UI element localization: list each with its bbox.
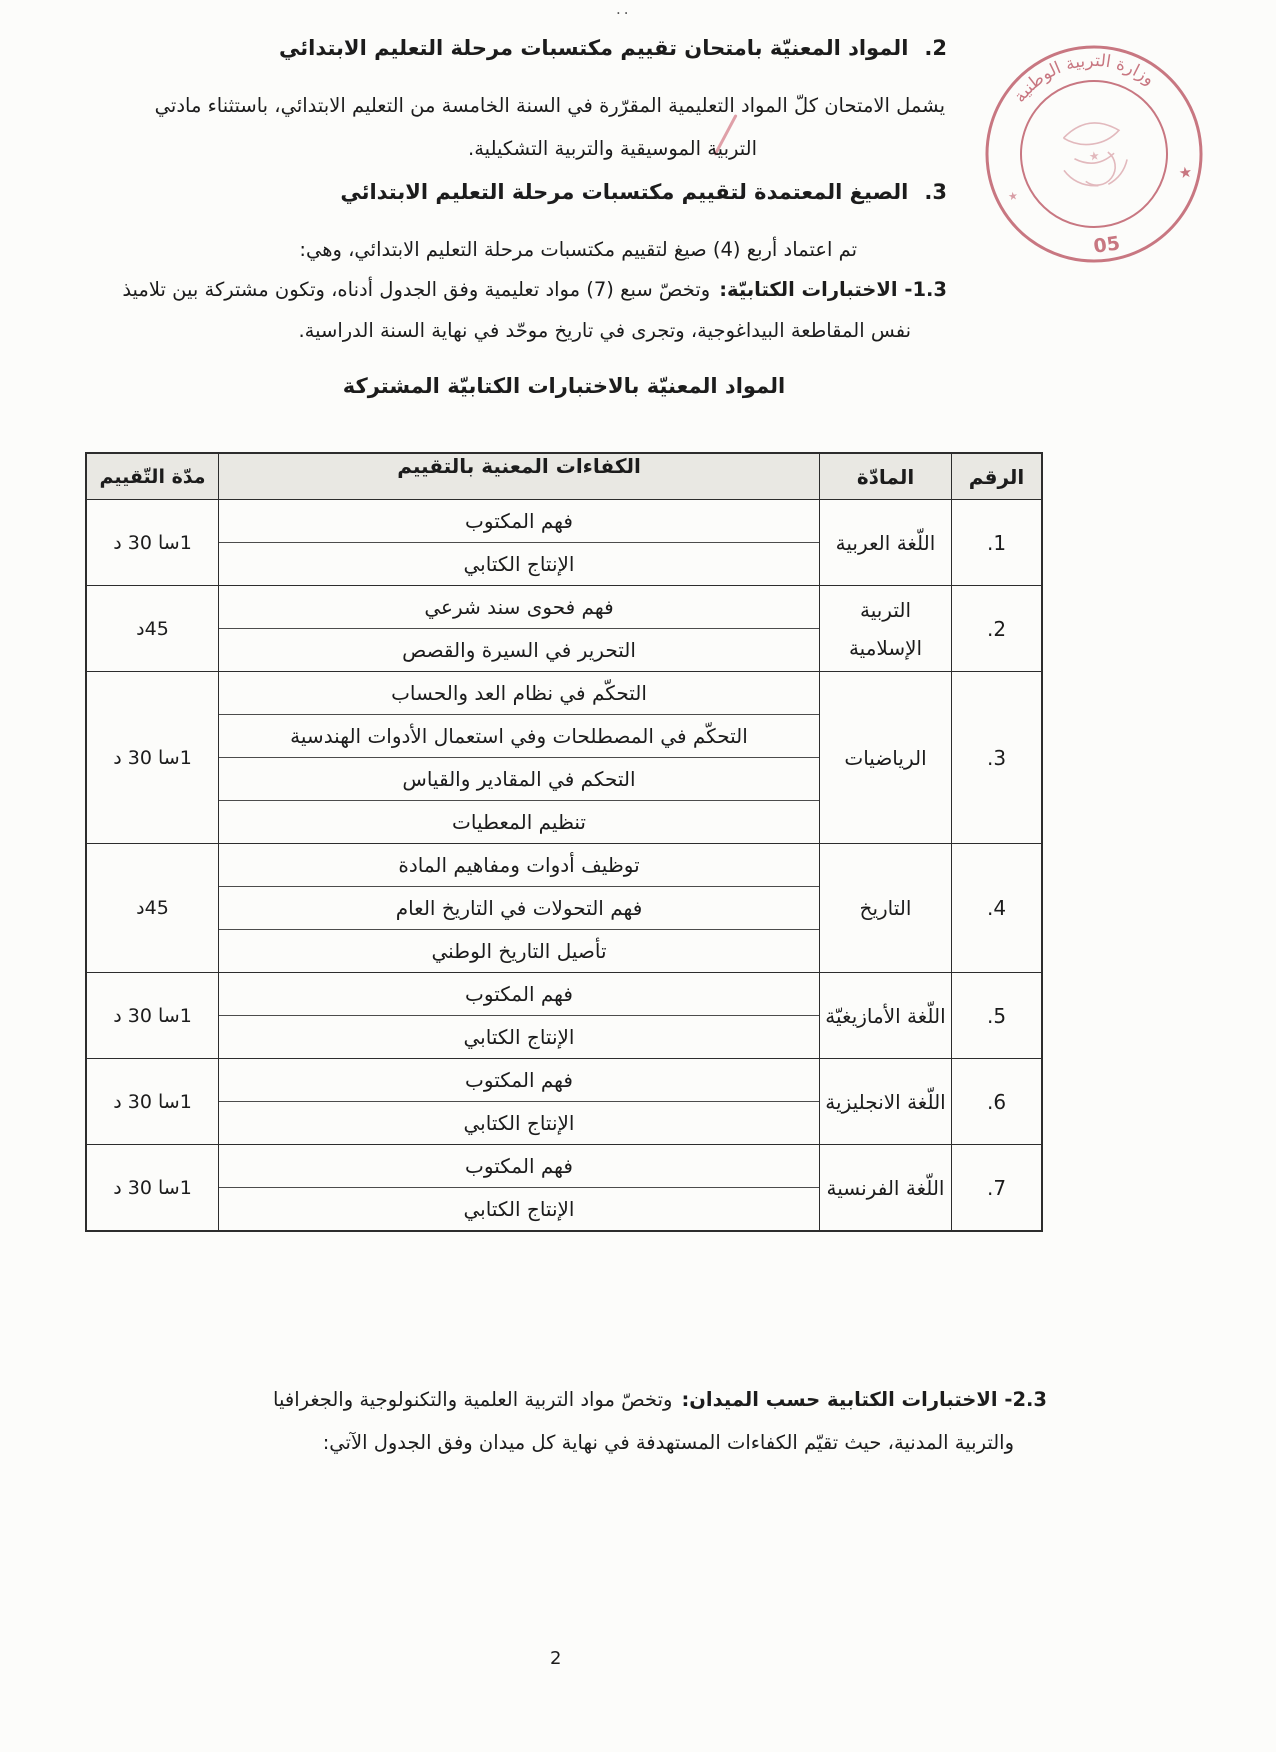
item-1-3-lead: 1.3- الاختبارات الكتابيّة: (719, 278, 947, 301)
table-row (87, 671, 1041, 843)
header-duration: مدّة التّقييم (99, 465, 206, 488)
star-icon: ★ (1177, 162, 1194, 183)
stamp-emblem (1058, 119, 1130, 190)
table-row (87, 1144, 1041, 1230)
section2-heading (279, 36, 947, 60)
competencies-cell (218, 973, 819, 1058)
subject-cell: اللّغة العربية (819, 500, 951, 585)
competency-item: التحكّم في المصطلحات وفي استعمال الأدوات الهندسية (219, 715, 819, 758)
table-row (87, 499, 1041, 585)
subject-cell: التاريخ (819, 844, 951, 972)
section3-number: 3. (924, 180, 947, 204)
header-num: الرقم (951, 454, 1041, 499)
ministry-stamp-icon (978, 38, 1210, 270)
svg-text:★: ★ (1087, 148, 1101, 164)
num-cell: 7. (951, 1145, 1041, 1230)
duration-cell: 1سا 30 د (113, 1176, 192, 1199)
competency-item: تنظيم المعطيات (452, 810, 586, 834)
competency-item: فهم المكتوب (219, 500, 819, 543)
section3-heading (340, 180, 947, 204)
competencies-cell (218, 844, 819, 972)
duration-cell: 45د (136, 897, 169, 919)
subject-cell: التربية الإسلامية (819, 586, 951, 671)
item-1-3-text: وتخصّ سبع (7) مواد تعليمية وفق الجدول أدناه، وتكون مشتركة بين تلاميذ (122, 278, 711, 301)
item-2-3 (82, 1378, 1047, 1464)
table-row (87, 1058, 1041, 1144)
num-cell: 1. (951, 500, 1041, 585)
competencies-cell (218, 672, 819, 843)
num-cell: 2. (951, 586, 1041, 671)
duration-cell: 45د (136, 617, 169, 640)
section2-line: يشمل الامتحان كلّ المواد التعليمية المقرّرة في السنة الخامسة من التعليم الابتدائي، باستثناء مادتي (154, 94, 945, 117)
competency-item: فهم التحولات في التاريخ العام (219, 887, 819, 930)
table-row (87, 972, 1041, 1058)
item-2-3-lead: 2.3- الاختبارات الكتابية حسب الميدان: (681, 1388, 1047, 1411)
item-2-3-text: وتخصّ مواد التربية العلمية والتكنولوجية والجغرافيا (273, 1388, 673, 1411)
item-2-3-line (82, 1378, 1047, 1421)
subjects-table (85, 452, 1043, 1232)
competency-item: تأصيل التاريخ الوطني (431, 939, 607, 963)
section3-body (299, 228, 857, 271)
competencies-cell (218, 1059, 819, 1144)
competency-item: توظيف أدوات ومفاهيم المادة (219, 844, 819, 887)
table-row (87, 585, 1041, 671)
item-1-3-line (67, 269, 947, 310)
section2-number: 2. (924, 36, 947, 60)
competency-item: الإنتاج الكتابي (463, 1025, 575, 1049)
competency-item: فهم المكتوب (219, 973, 819, 1016)
num-cell: 3. (951, 672, 1041, 843)
subject-cell: اللّغة الفرنسية (819, 1145, 951, 1230)
competencies-cell (218, 1145, 819, 1230)
header-competencies: الكفاءات المعنية بالتقييم (218, 454, 819, 499)
section3-line: تم اعتماد أربع (4) صيغ لتقييم مكتسبات مرحلة التعليم الابتدائي، وهي: (299, 238, 857, 261)
competency-item: فهم فحوى سند شرعي (219, 586, 819, 629)
table-title: المواد المعنيّة بالاختبارات الكتابيّة المشتركة (342, 374, 786, 398)
stamp-rim-text: وزارة التربية الوطنية (1009, 50, 1159, 107)
competency-item: الإنتاج الكتابي (463, 1197, 575, 1221)
paper-specks: .. (616, 0, 632, 18)
stamp-number: 05 (1092, 232, 1122, 258)
table-row (87, 843, 1041, 972)
header-subject: المادّة (819, 454, 951, 499)
num-cell: 4. (951, 844, 1041, 972)
item-1-3 (67, 269, 947, 351)
section3-title: الصيغ المعتمدة لتقييم مكتسبات مرحلة التعليم الابتدائي (340, 180, 909, 204)
duration-cell: 1سا 30 د (113, 1090, 192, 1113)
competency-item: فهم المكتوب (219, 1059, 819, 1102)
competency-item: التحرير في السيرة والقصص (402, 638, 636, 662)
page-number: 2 (550, 1648, 562, 1669)
competency-item: فهم المكتوب (219, 1145, 819, 1188)
table-header-row (87, 454, 1041, 499)
num-cell: 6. (951, 1059, 1041, 1144)
subject-cell: الرياضيات (819, 672, 951, 843)
subject-cell: اللّغة الانجليزية (819, 1059, 951, 1144)
competencies-cell (218, 500, 819, 585)
num-cell: 5. (951, 973, 1041, 1058)
competency-item: الإنتاج الكتابي (463, 1111, 575, 1135)
item-1-3-continued: نفس المقاطعة البيداغوجية، وتجرى في تاريخ موحّد في نهاية السنة الدراسية. (298, 319, 911, 342)
section2-body (75, 84, 945, 170)
subject-cell: اللّغة الأمازيغيّة (819, 973, 951, 1058)
competency-item: التحكّم في نظام العد والحساب (219, 672, 819, 715)
duration-cell: 1سا 30 د (113, 531, 192, 554)
duration-cell: 1سا 30 د (113, 1004, 192, 1027)
duration-cell: 1سا 30 د (113, 746, 192, 769)
competency-item: الإنتاج الكتابي (463, 552, 575, 576)
section2-title: المواد المعنيّة بامتحان تقييم مكتسبات مرحلة التعليم الابتدائي (279, 36, 909, 60)
star-icon: ★ (1007, 189, 1019, 204)
competencies-cell (218, 586, 819, 671)
section2-line-continued: التربية الموسيقية والتربية التشكيلية. (468, 137, 757, 160)
competency-item: التحكم في المقادير والقياس (219, 758, 819, 801)
item-2-3-continued: والتربية المدنية، حيث تقيّم الكفاءات المستهدفة في نهاية كل ميدان وفق الجدول الآتي: (322, 1431, 1014, 1454)
